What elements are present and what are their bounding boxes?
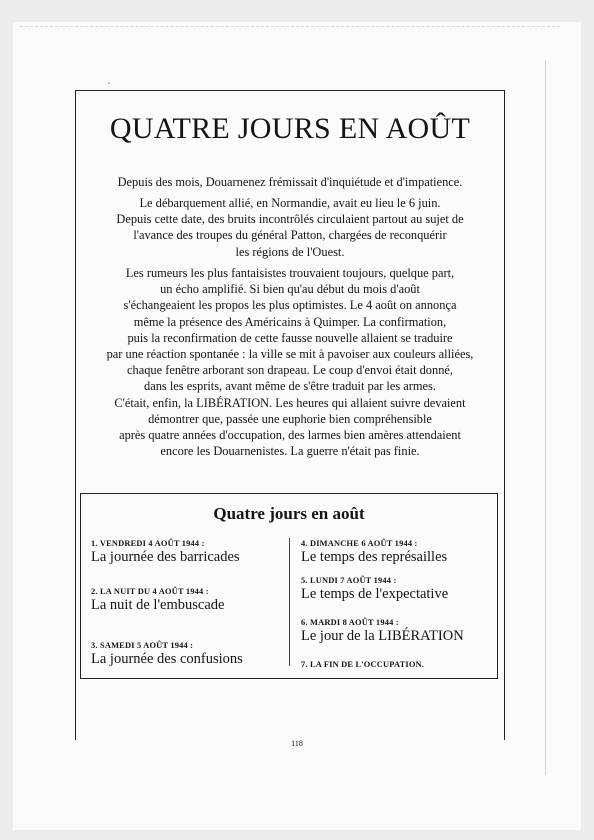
contents-item [301,660,424,669]
item-heading: 2. LA NUIT DU 4 AOÛT 1944 : [91,587,209,596]
contents-box [80,493,498,679]
text-line: encore les Douarnenistes. La guerre n'était pas finie. [160,444,420,459]
item-subtitle: La journée des confusions [91,651,243,667]
item-heading: 4. DIMANCHE 6 AOÛT 1944 : [301,539,418,548]
paragraph-intro [75,174,505,190]
contents-item [301,576,448,603]
text-line: un écho amplifié. Si bien qu'au début du mois d'août [160,282,420,297]
contents-item [301,539,447,566]
text-line: l'avance des troupes du général Patton, chargées de reconquérir [133,228,447,243]
item-heading: 3. SAMEDI 5 AOÛT 1944 : [91,641,194,650]
text-line: après quatre années d'occupation, des larmes bien amères attendaient [119,428,461,443]
text-line: Le débarquement allié, en Normandie, avait eu lieu le 6 juin. [139,196,441,210]
text-line: s'échangeaient les propos les plus optimistes. Le 4 août on annonça [123,298,457,313]
text-line: Les rumeurs les plus fantaisistes trouvaient toujours, quelque part, [125,266,455,280]
column-divider [289,538,290,666]
page-title: QUATRE JOURS EN AOÛT [109,112,471,145]
page-number: 118 [291,739,303,748]
contents-title: Quatre jours en août [213,504,365,523]
text-line: puis la reconfirmation de cette fausse nouvelle allaient se traduire [127,330,453,345]
paragraph-rumours [75,265,505,459]
scan-edge-line-right [545,60,546,775]
item-heading: 5. LUNDI 7 AOÛT 1944 : [301,576,397,585]
item-subtitle: Le jour de la LIBÉRATION [301,628,464,644]
item-subtitle: Le temps des représailles [301,549,448,565]
text-line: C'était, enfin, la LIBÉRATION. Les heures qui allaient suivre devaient [114,395,466,410]
item-heading: 6. MARDI 8 AOÛT 1944 : [301,618,399,627]
text-line: Depuis cette date, des bruits incontrôlés circulaient partout au sujet de [116,212,464,227]
scan-edge-line [20,26,560,27]
contents-item [91,587,224,614]
item-subtitle: Le temps de l'expectative [301,586,449,602]
text-line: dans les esprits, avant même de s'être traduit par les armes. [144,379,436,394]
scan-speck [108,82,110,84]
contents-item [91,641,243,668]
contents-item [91,539,240,566]
text-line: même la présence des Américains à Quimper. La confirmation, [133,314,447,329]
item-heading: 7. LA FIN DE L'OCCUPATION. [301,660,425,669]
text-line: chaque fenêtre arborant son drapeau. Le coup d'envoi était donné, [127,363,453,378]
paragraph-landing [75,195,505,260]
text-line: par une réaction spontanée : la ville se mit à pavoiser aux couleurs alliées, [106,347,474,362]
text-line: les régions de l'Ouest. [235,244,345,259]
item-heading: 1. VENDREDI 4 AOÛT 1944 : [91,539,205,548]
contents-item [301,618,464,645]
item-subtitle: La journée des barricades [91,549,240,565]
text-line: démontrer que, passée une euphorie bien compréhensible [148,411,432,426]
text-line: Depuis des mois, Douarnenez frémissait d'inquiétude et d'impatience. [117,175,463,189]
item-subtitle: La nuit de l'embuscade [91,597,225,613]
